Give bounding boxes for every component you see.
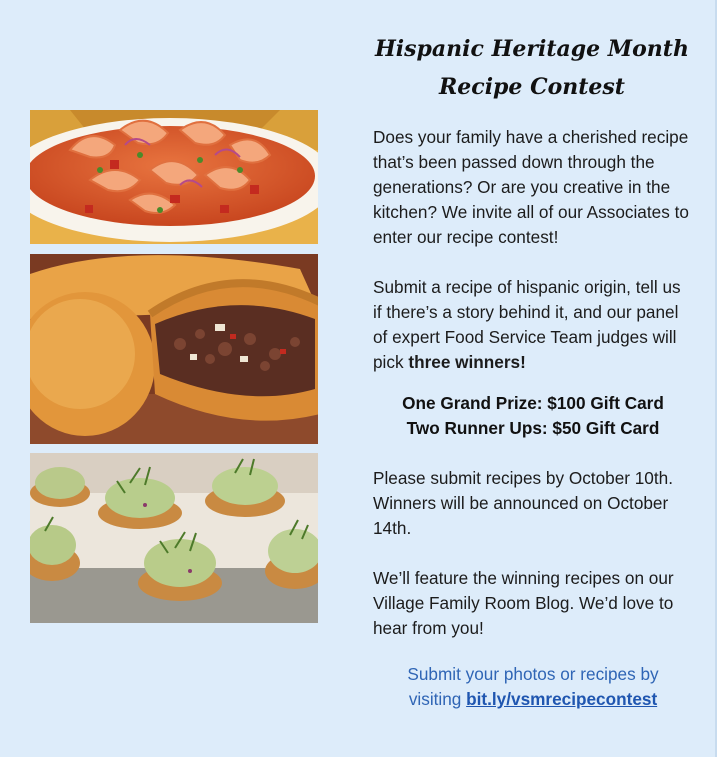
- submission-text: Submit a recipe of hispanic origin, tell us if there’s a story behind it, and our panel of expert Food Service Team judges will pick: [373, 277, 681, 372]
- deadline-paragraph: Please submit recipes by October 10th. Winners will be announced on October 14th.: [373, 468, 673, 538]
- intro-paragraph: Does your family have a cherished recipe that’s been passed down through the generations? Or are you creative in the kitchen? We invite all of our Associates to enter our recipe contest!: [373, 127, 689, 247]
- sopes-photo: [30, 453, 318, 623]
- runner-up-prize: Two Runner Ups: $50 Gift Card: [406, 418, 660, 438]
- empanada-photo: [30, 254, 318, 444]
- cta-line-2: [373, 687, 693, 712]
- photo-column: [30, 110, 318, 623]
- contest-details: [373, 30, 693, 712]
- shrimp-dish-photo: [30, 110, 318, 244]
- three-winners-emphasis: three winners!: [408, 352, 526, 372]
- call-to-action: [373, 662, 693, 712]
- feature-paragraph: We’ll feature the winning recipes on our Village Family Room Blog. We’d love to hear from you!: [373, 568, 674, 638]
- contest-link[interactable]: bit.ly/vsmrecipecontest: [466, 689, 658, 709]
- prize-list: [373, 391, 693, 441]
- title-line-1: Hispanic Heritage Month: [375, 36, 689, 62]
- title-line-2: Recipe Contest: [439, 74, 625, 100]
- page-title: [367, 30, 697, 106]
- cta-visiting-text: visiting: [408, 689, 467, 709]
- submission-paragraph: [373, 275, 693, 375]
- cta-line-1: Submit your photos or recipes by: [407, 664, 659, 684]
- grand-prize: One Grand Prize: $100 Gift Card: [402, 393, 664, 413]
